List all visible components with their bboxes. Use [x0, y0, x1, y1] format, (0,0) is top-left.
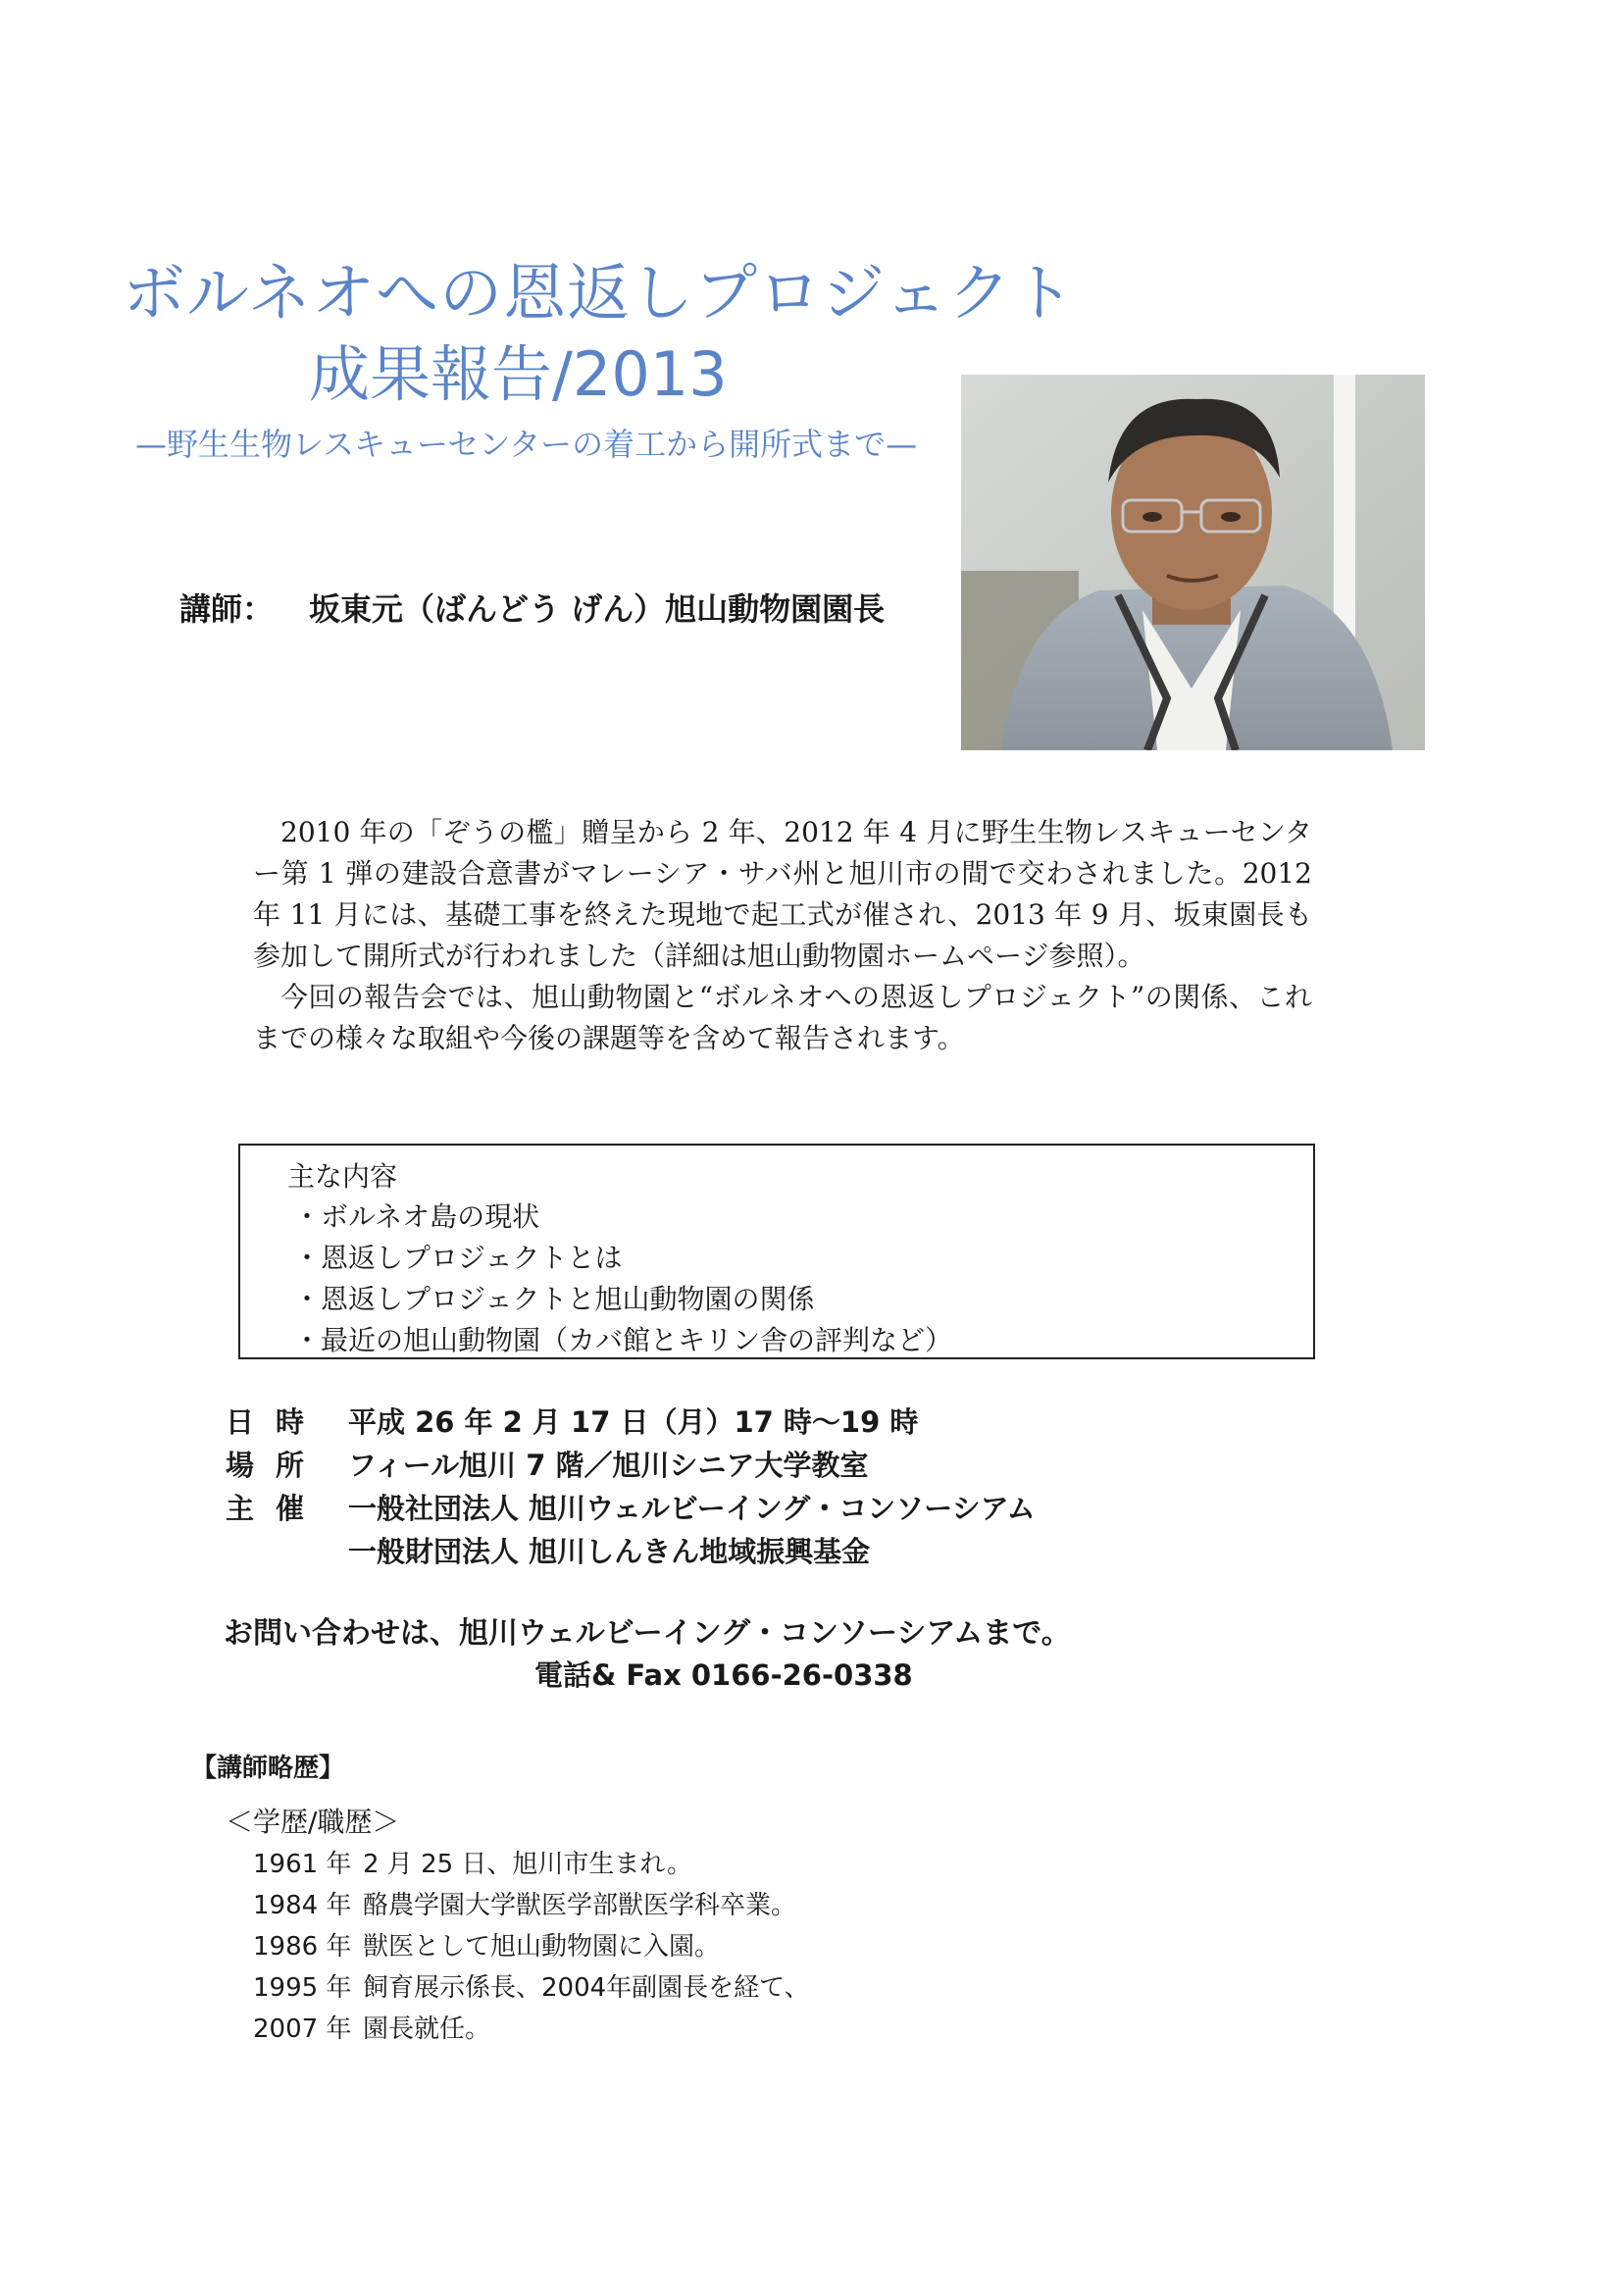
lecturer-label: 講師：: [179, 590, 275, 628]
profile-heading: 【講師略歴】: [191, 1754, 345, 1783]
event-organizer-1: 一般社団法人 旭川ウェルビーイング・コンソーシアム: [348, 1492, 1036, 1525]
event-organizer-row-2: [226, 1530, 1036, 1573]
contents-heading: 主な内容: [287, 1160, 398, 1193]
profile-entry: [253, 1844, 810, 1885]
event-organizer-2: 一般財団法人 旭川しんきん地域振興基金: [348, 1535, 871, 1568]
event-place-row: [226, 1444, 1036, 1487]
profile-text: 獣医として旭山動物園に入園。: [363, 1932, 721, 1962]
profile-text: 園長就任。: [363, 2014, 491, 2044]
profile-text: 飼育展示係長、2004年副園長を経て、: [363, 1973, 810, 2003]
profile-text: 酪農学園大学獣医学部獣医学科卒業。: [363, 1891, 797, 1920]
contents-item: ・ ボルネオ島の現状: [293, 1197, 952, 1238]
lecturer-line: [179, 585, 885, 630]
event-datetime: 平成 26 年 2 月 17 日（月）17 時～19 時: [348, 1405, 919, 1439]
profile-list: [253, 1844, 810, 2050]
profile-entry: [253, 1967, 810, 2009]
page-title-year: 成果報告/2013: [309, 338, 728, 410]
profile-year: 1986 年: [253, 1932, 352, 1962]
profile-year: 1995 年: [253, 1973, 352, 2003]
event-organizer-label: 主催: [226, 1492, 327, 1525]
profile-year: 1984 年: [253, 1891, 352, 1920]
event-organizer-row: [226, 1487, 1036, 1530]
profile-entry: [253, 1885, 810, 1926]
event-place: フィール旭川 7 階／旭川シニア大学教室: [348, 1449, 869, 1482]
event-datetime-row: [226, 1401, 1036, 1444]
event-place-label: 場所: [226, 1449, 327, 1482]
contact-phone-fax: 電話& Fax 0166-26-0338: [534, 1658, 913, 1692]
main-contents-box: [238, 1144, 1315, 1359]
event-info: [226, 1401, 1036, 1573]
page-subtitle: —野生生物レスキューセンターの着工から開所式まで—: [135, 426, 918, 463]
lecturer-photo: [961, 375, 1425, 750]
profile-text: 2 月 25 日、旭川市生まれ。: [363, 1850, 692, 1879]
description: [253, 812, 1312, 1059]
contents-list: [293, 1197, 952, 1361]
description-paragraph-1: 2010 年の「ぞうの檻」贈呈から 2 年、2012 年 4 月に野生生物レスキューセンター第 1 弾の建設合意書がマレーシア・サバ州と旭川市の間で交わされました。2012 年 11 月には、基礎工事を終えた現地で起工式が催され、2013 年 9 月、坂東園長も参加して開所式が行われました（詳細は旭山動物園ホームページ参照）。: [253, 816, 1312, 972]
contents-item: ・ 恩返しプロジェクトと旭山動物園の関係: [293, 1279, 952, 1320]
profile-entry: [253, 2009, 810, 2050]
page-title: ボルネオへの恩返しプロジェクト: [123, 258, 1076, 331]
description-paragraph-2: 今回の報告会では、旭山動物園と“ボルネオへの恩返しプロジェクト”の関係、これまでの様々な取組や今後の課題等を含めて報告されます。: [253, 981, 1312, 1054]
profile-year: 1961 年: [253, 1850, 352, 1879]
profile-entry: [253, 1926, 810, 1967]
contents-item: ・ 恩返しプロジェクトとは: [293, 1238, 952, 1279]
contact-text: お問い合わせは、旭川ウェルビーイング・コンソーシアムまで。: [224, 1616, 1071, 1651]
contents-item: ・ 最近の旭山動物園（カバ館とキリン舎の評判など）: [293, 1320, 952, 1361]
lecturer-name: 坂東元（ばんどう げん）旭山動物園園長: [309, 590, 886, 628]
event-datetime-label: 日時: [226, 1405, 327, 1439]
profile-subheading: ＜学歴/職歴＞: [226, 1806, 400, 1838]
profile-year: 2007 年: [253, 2014, 352, 2044]
